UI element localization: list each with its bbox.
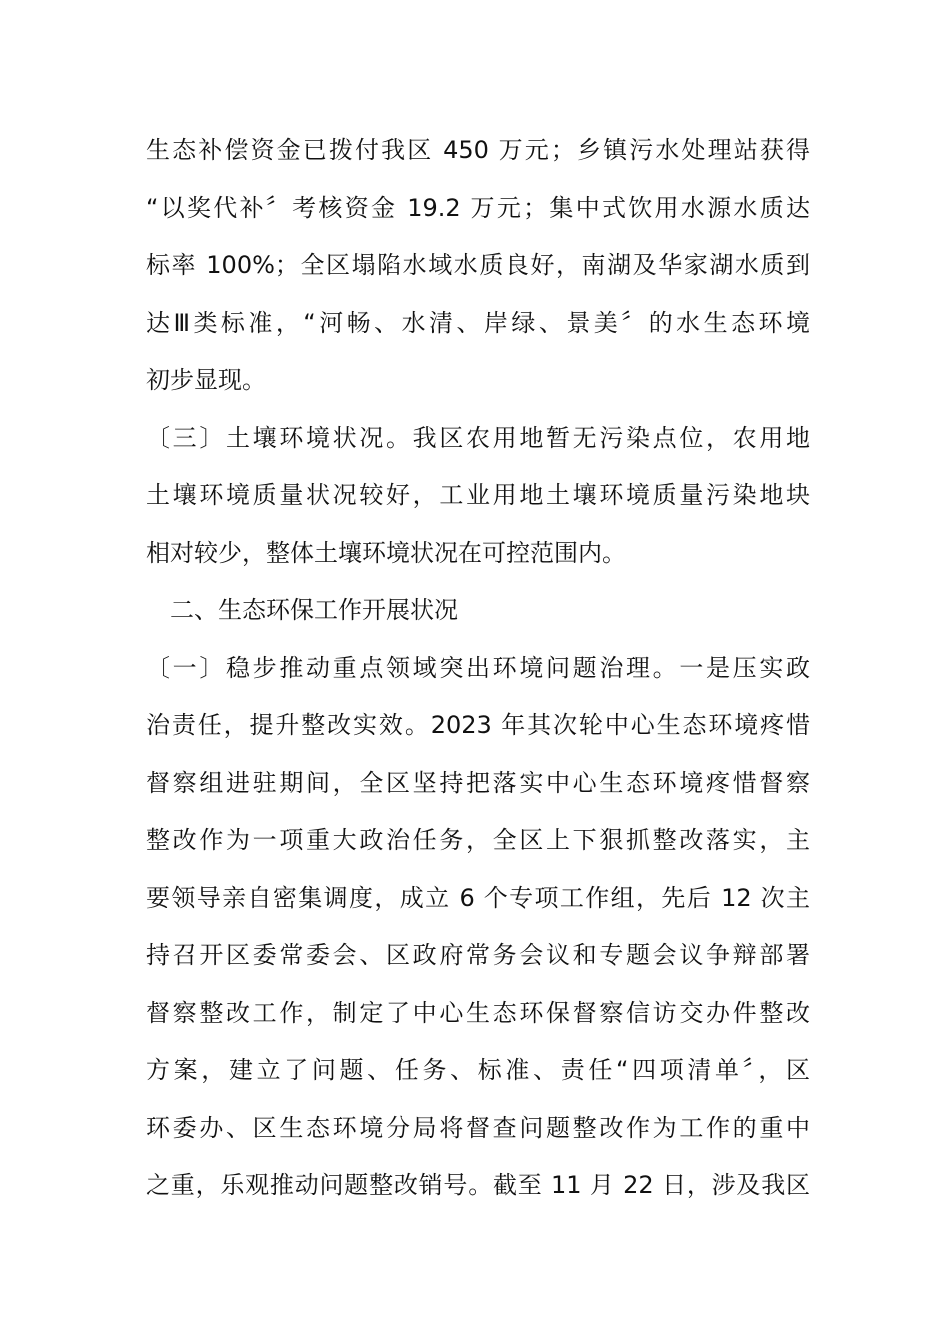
text-line: 持召开区委常委会、区政府常务会议和专题会议争辩部署 (146, 941, 810, 969)
text-line: “以奖代补〞考核资金 19.2 万元；集中式饮用水源水质达 (146, 193, 810, 222)
text-line: 初步显现。 (146, 366, 266, 394)
text-line: 环委办、区生态环境分局将督查问题整改作为工作的重中 (146, 1113, 810, 1142)
text-line: 相对较少，整体土壤环境状况在可控范围内。 (146, 538, 626, 567)
text-line: 方案，建立了问题、任务、标准、责任“四项清单〞，区 (146, 1056, 810, 1084)
text-line: 要领导亲自密集调度，成立 6 个专项工作组，先后 12 次主 (146, 883, 810, 912)
text-line: 〔一〕稳步推动重点领域突出环境问题治理。一是压实政 (146, 653, 810, 682)
text-line: 土壤环境质量状况较好，工业用地土壤环境质量污染地块 (146, 481, 810, 509)
section-heading: 二、生态环保工作开展状况 (170, 596, 458, 624)
body-text (146, 122, 810, 1215)
text-line: 生态补偿资金已拨付我区 450 万元；乡镇污水处理站获得 (146, 136, 810, 164)
text-line: 之重，乐观推动问题整改销号。截至 11 月 22 日，涉及我区 (146, 1171, 810, 1199)
text-line: 〔三〕土壤环境状况。我区农用地暂无污染点位，农用地 (146, 423, 810, 452)
text-line: 督察组进驻期间，全区坚持把落实中心生态环境疼惜督察 (146, 768, 810, 797)
text-line: 督察整改工作，制定了中心生态环保督察信访交办件整改 (146, 998, 810, 1027)
text-line: 达Ⅲ类标准，“河畅、水清、岸绿、景美〞的水生态环境 (146, 308, 810, 337)
text-line: 治责任，提升整改实效。2023 年其次轮中心生态环境疼惜 (146, 711, 810, 739)
text-line: 标率 100%；全区塌陷水域水质良好，南湖及华家湖水质到 (146, 251, 810, 279)
text-line: 整改作为一项重大政治任务，全区上下狠抓整改落实，主 (146, 826, 810, 854)
